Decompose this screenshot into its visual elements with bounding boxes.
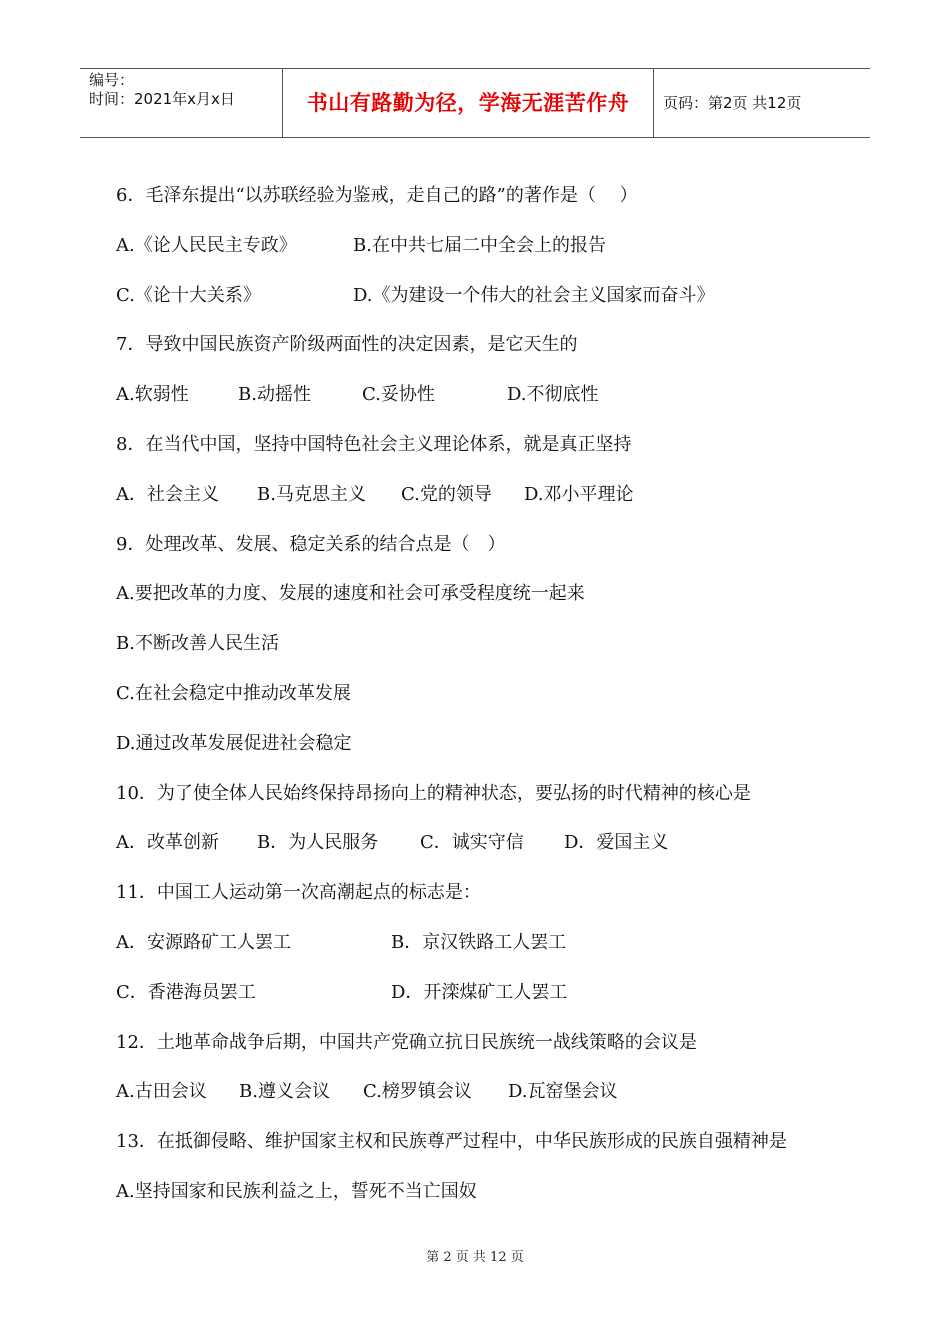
page-header [80,68,870,138]
question-stem: 8．在当代中国，坚持中国特色社会主义理论体系，就是真正坚持 [116,433,632,455]
header-motto: 书山有路勤为径，学海无涯苦作舟 [283,69,654,137]
option-c: C．香港海员罢工 [116,981,256,1003]
question-stem: 13．在抵御侵略、维护国家主权和民族尊严过程中，中华民族形成的民族自强精神是 [116,1131,787,1153]
option-row [116,379,856,429]
document-number-label: 编号： [89,71,135,89]
option-c: C.《论十大关系》 [116,284,261,306]
option-a: A．安源路矿工人罢工 [116,931,291,953]
option-a: A.软弱性 [116,384,189,406]
option-b: B．为人民服务 [257,832,379,854]
option-a: A.《论人民民主专政》 [116,234,297,256]
page-footer: 第 2 页 共 12 页 [426,1250,524,1265]
option-a: A.坚持国家和民族利益之上，誓死不当亡国奴 [116,1180,477,1202]
option-a: A．社会主义 [116,483,219,505]
option-b: B.动摇性 [238,384,311,406]
question-stem: 11．中国工人运动第一次高潮起点的标志是： [116,882,481,904]
question-stem: 7．导致中国民族资产阶级两面性的决定因素，是它天生的 [116,334,578,356]
option-c: C.妥协性 [362,384,435,406]
header-page-number: 页码：第2页 共12页 [663,94,802,112]
option-row [116,977,856,1027]
option-d: D.邓小平理论 [524,483,634,505]
option-a: A.要把改革的力度、发展的速度和社会可承受程度统一起来 [116,583,585,605]
option-c: C．诚实守信 [420,832,524,854]
option-b: B.马克思主义 [257,483,366,505]
option-row [116,280,856,330]
option-d: D.通过改革发展促进社会稳定 [116,732,352,754]
option-row [116,479,856,529]
option-d: D．开滦煤矿工人罢工 [391,981,568,1003]
option-a: A.古田会议 [116,1081,207,1103]
question-stem: 10．为了使全体人民始终保持昂扬向上的精神状态，要弘扬的时代精神的核心是 [116,782,751,804]
option-a: A．改革创新 [116,832,219,854]
question-stem: 9．处理改革、发展、稳定关系的结合点是（ ） [116,533,506,555]
option-d: D．爱国主义 [564,832,669,854]
question-list [116,180,856,1226]
question-stem: 12．土地革命战争后期，中国共产党确立抗日民族统一战线策略的会议是 [116,1031,697,1053]
option-b: B.在中共七届二中全会上的报告 [353,234,606,256]
option-b: B.不断改善人民生活 [116,633,279,655]
option-row [116,230,856,280]
header-meta [80,69,283,137]
option-row [116,1076,856,1126]
option-d: D.不彻底性 [507,384,599,406]
option-c: C.党的领导 [401,483,492,505]
option-b: B．京汉铁路工人罢工 [391,931,567,953]
document-date-label: 时间：2021年x月x日 [89,90,235,108]
option-row [116,827,856,877]
option-c: C.榜罗镇会议 [363,1081,472,1103]
option-b: B.遵义会议 [239,1081,330,1103]
option-c: C.在社会稳定中推动改革发展 [116,682,351,704]
question-stem: 6．毛泽东提出“以苏联经验为鉴戒，走自己的路”的著作是（ ） [116,185,638,206]
option-row [116,927,856,977]
option-d: D.《为建设一个伟大的社会主义国家而奋斗》 [353,284,715,306]
option-d: D.瓦窑堡会议 [508,1081,618,1103]
